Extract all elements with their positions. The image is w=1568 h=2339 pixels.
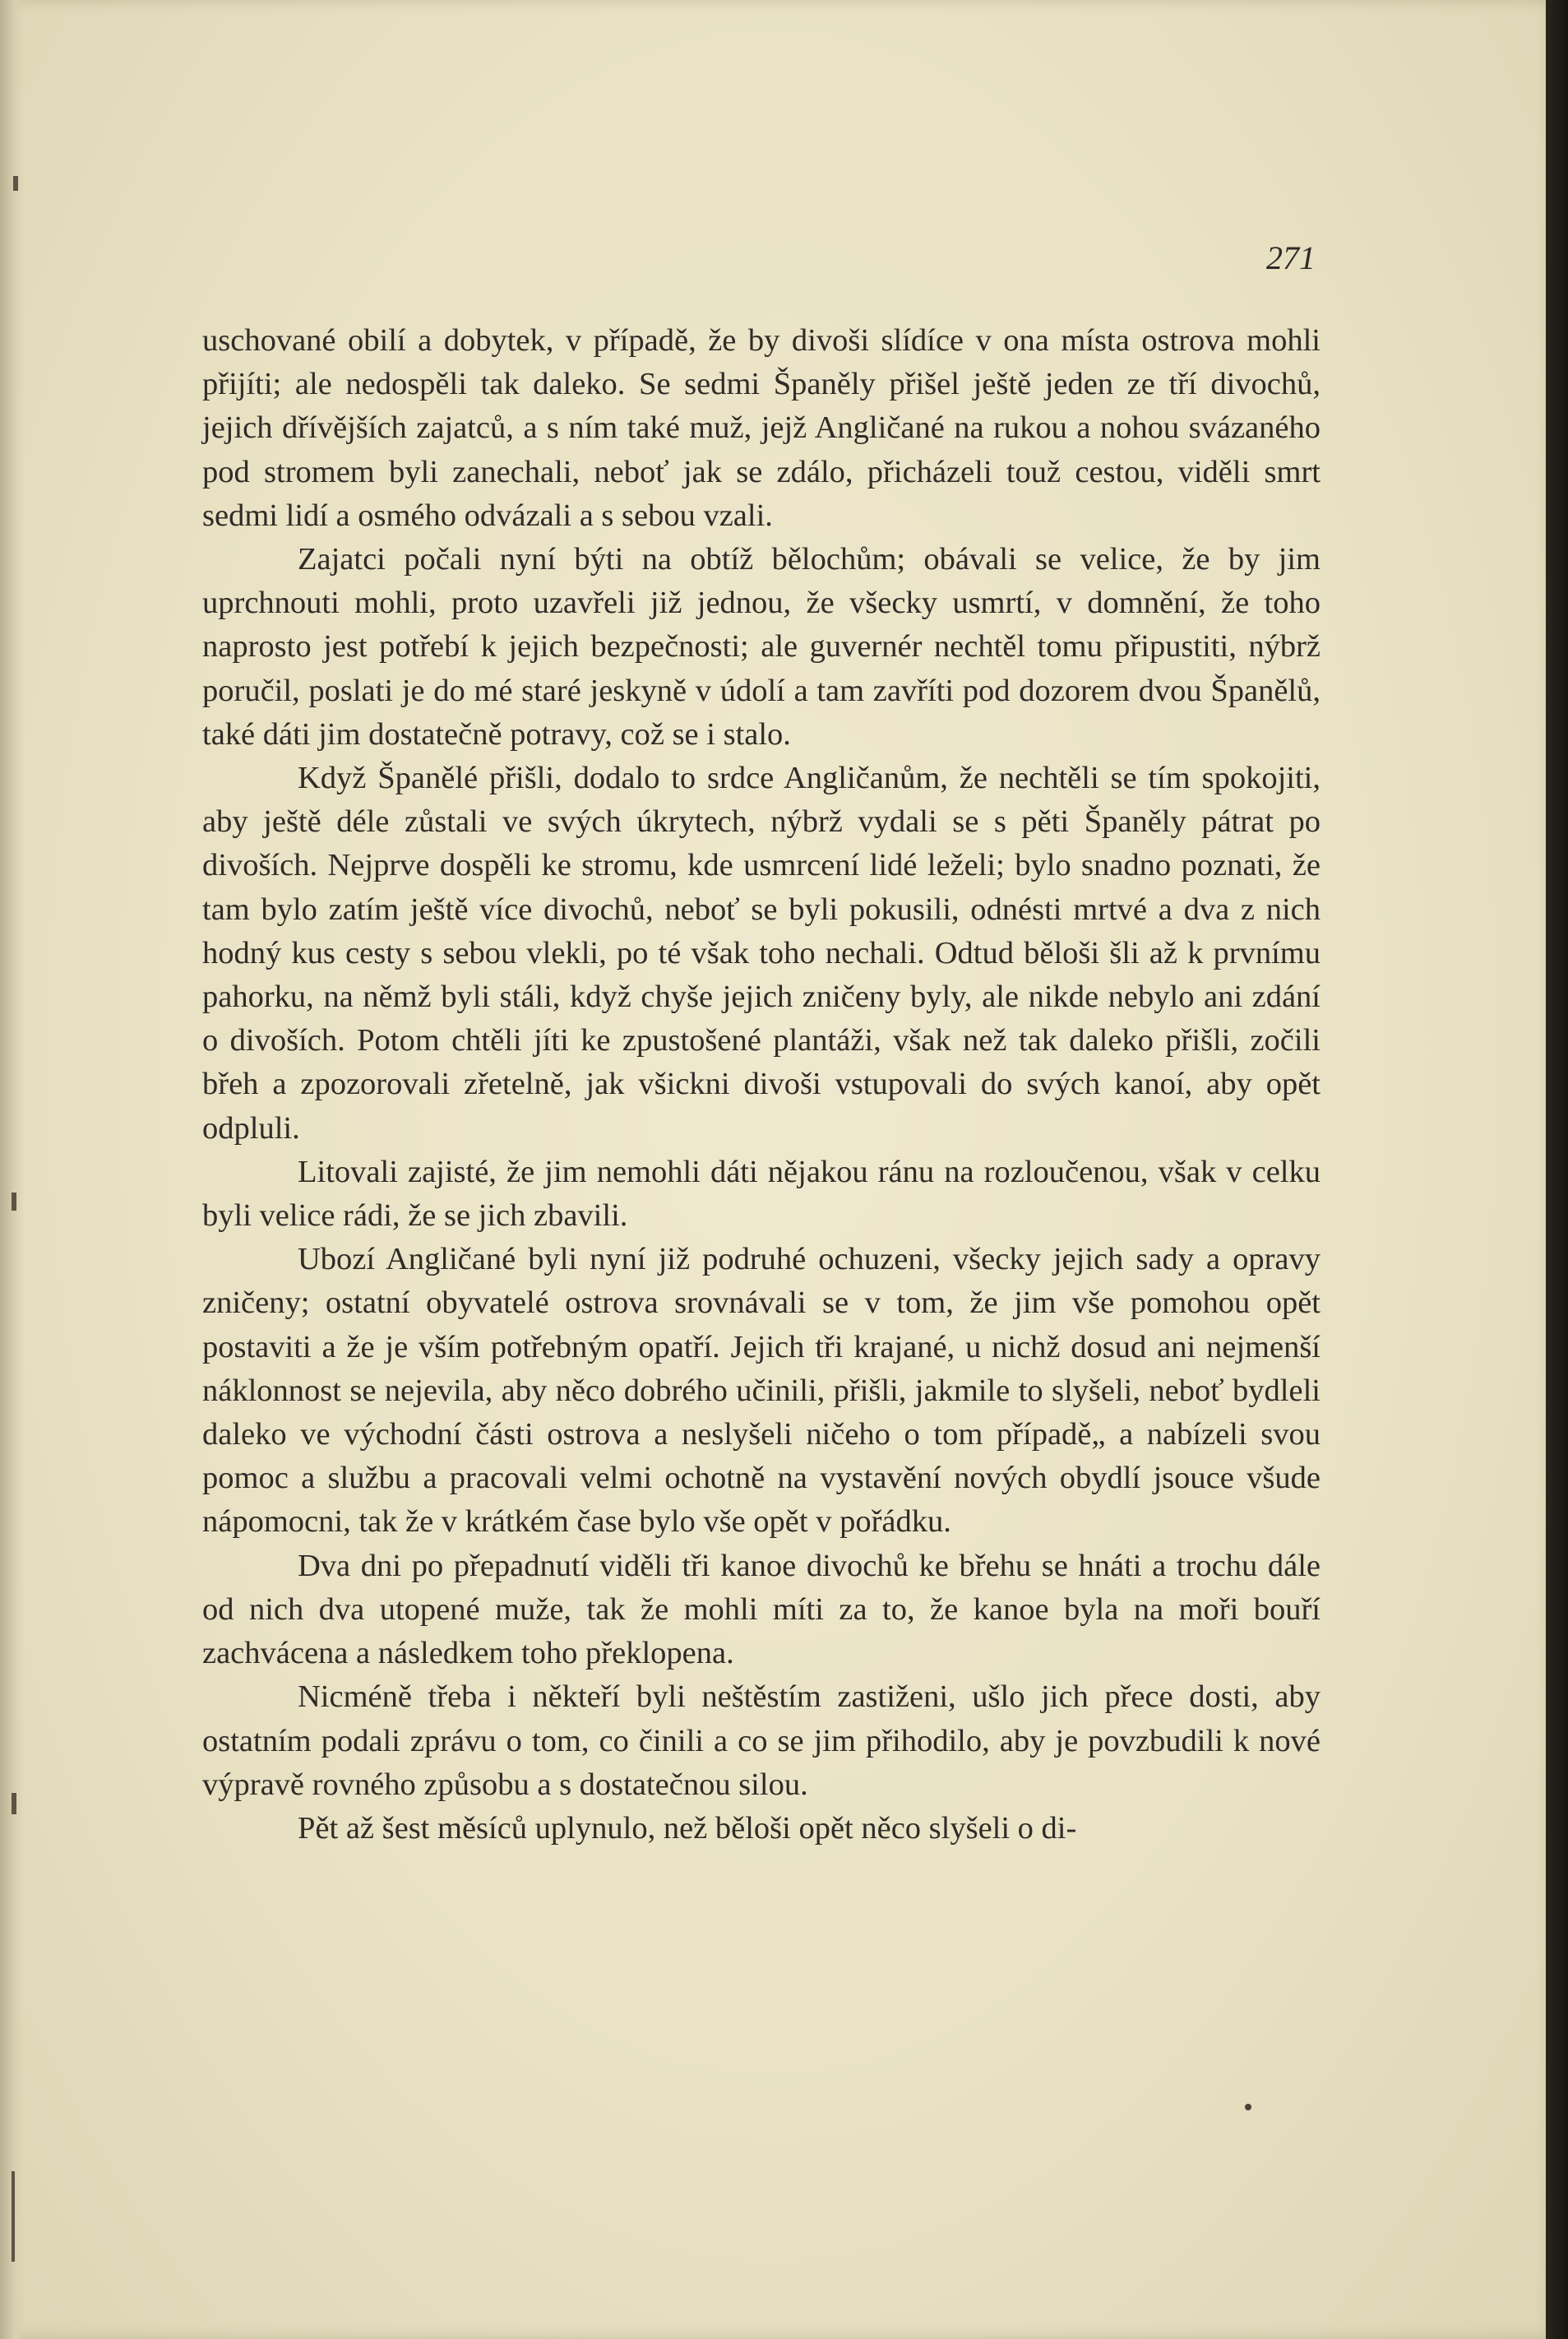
margin-mark	[13, 176, 18, 191]
body-text	[202, 319, 1321, 1850]
page-edge-dark	[1546, 0, 1568, 2339]
paragraph: Zajatci počali nyní býti na obtíž bělochům; obávali se velice, že by jim uprchnouti mohli, proto uzavřeli již jednou, že všecky usmrtí, v domnění, že toho naprosto jest potřebí k jejich bezpečnosti; ale guvernér nechtěl tomu připustiti, nýbrž poručil, poslati je do mé staré jeskyně v údolí a tam zavříti pod dozorem dvou Španělů, také dáti jim dostatečně potravy, což se i stalo.	[202, 542, 1321, 752]
paragraph: Litovali zajisté, že jim nemohli dáti nějakou ránu na rozloučenou, však v celku byli velice rádi, že se jich zbavili.	[202, 1154, 1321, 1234]
paragraph: Když Španělé přišli, dodalo to srdce Angličanům, že nechtěli se tím spokojiti, aby ještě déle zůstali ve svých úkrytech, nýbrž vydali se s pěti Španěly pátrat po divoších. Nejprve dospěli ke stromu, kde usmrcení lidé leželi; bylo snadno poznati, že tam bylo zatím ještě více divochů, neboť se byli pokusili, odnésti mrtvé a dva z nich hodný kus cesty s sebou vlekli, po té však toho nechali. Odtud běloši šli až k prvnímu pahorku, na němž byli stáli, když chyše jejich zničeny byly, ale nikde nebylo ani zdání o divoších. Potom chtěli jíti ke zpustošené plantáži, však než tak daleko přišli, zočili břeh a zpozorovali zřetelně, jak všickni divoši vstupovali do svých kanoí, aby opět odpluli.	[202, 761, 1321, 1146]
paragraph: Pět až šest měsíců uplynulo, než běloši opět něco slyšeli o di-	[298, 1810, 1077, 1846]
margin-mark	[12, 1193, 16, 1211]
page-number: 271	[1266, 239, 1316, 276]
paragraph: Ubozí Angličané byli nyní již podruhé ochuzeni, všecky jejich sady a opravy zničeny; ostatní obyvatelé ostrova srovnávali se v tom, že jim vše pomohou opět postaviti a že je vším potřebným opatří. Jejich tři krajané, u nichž dosud ani nejmenší náklonnost se nejevila, aby něco dobrého učinili, přišli, jakmile to slyšeli, neboť bydleli daleko ve východní části ostrova a neslyšeli ničeho o tom případě„ a nabízeli svou pomoc a službu a pracovali velmi ochotně na vystavění nových obydlí jsouce všude nápomocni, tak že v krátkém čase bylo vše opět v pořádku.	[202, 1242, 1321, 1540]
page-binding-shadow	[0, 0, 25, 2339]
paragraph: uschované obilí a dobytek, v případě, že by divoši slídíce v ona místa ostrova mohli přijíti; ale nedospěli tak daleko. Se sedmi Španěly přišel ještě jeden ze tří divochů, jejich dřívějších zajatců, a s ním také muž, jejž Angličané na rukou a nohou svázaného pod stromem byli zanechali, neboť jak se zdálo, přicházeli touž cestou, viděli smrt sedmi lidí a osmého odvázali a s sebou vzali.	[202, 323, 1321, 533]
margin-mark	[12, 1793, 16, 1814]
paragraph: Dva dni po přepadnutí viděli tři kanoe divochů ke břehu se hnáti a trochu dále od nich dva utopené muže, tak že mohli míti za to, že kanoe byla na moři bouří zachvácena a následkem toho překlopena.	[202, 1548, 1321, 1671]
ink-dot	[1245, 2104, 1251, 2110]
paragraph: Nicméně třeba i někteří byli neštěstím zastiženi, ušlo jich přece dosti, aby ostatním podali zprávu o tom, co činili a co se jim přihodilo, aby je povzbudili k nové výpravě rovného způsobu a s dostatečnou silou.	[202, 1679, 1321, 1802]
margin-mark	[12, 2171, 15, 2262]
